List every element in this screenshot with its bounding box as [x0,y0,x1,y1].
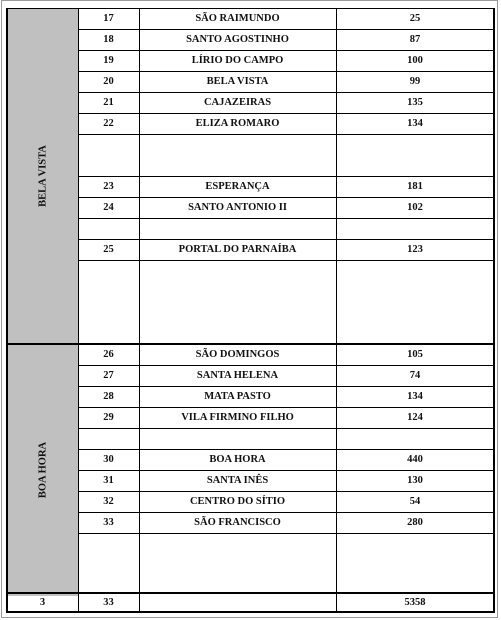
column-divider [139,8,140,613]
row-number [78,134,139,155]
locality-name: SÃO FRANCISCO [194,517,281,528]
row-divider [78,449,494,450]
locality-name [139,260,336,281]
row-number: 22 [103,118,114,129]
region-label: BOA HORA [37,441,48,499]
locality-name: SANTA INÊS [206,475,269,486]
locality-name: SÃO RAIMUNDO [195,13,280,24]
locality-name: PORTAL DO PARNAÍBA [178,244,297,255]
total-regions: 3 [39,597,46,608]
locality-value: 100 [407,55,423,66]
totals-divider [7,592,494,594]
row-number: 24 [103,202,114,213]
row-number: 29 [103,412,114,423]
locality-name: ESPERANÇA [205,181,270,192]
row-number [78,533,139,554]
total-value: 5358 [404,597,426,608]
row-divider [78,386,494,387]
locality-value: 87 [409,34,421,45]
locality-value: 25 [409,13,421,24]
locality-value: 181 [407,181,423,192]
row-number: 32 [103,496,114,507]
row-number: 26 [103,349,114,360]
column-divider [493,8,495,613]
row-number: 19 [103,55,114,66]
region-label: BELA VISTA [37,145,48,207]
row-number: 28 [103,391,114,402]
locality-value: 130 [407,475,423,486]
locality-value: 74 [409,370,421,381]
table-top-border [7,8,494,9]
row-divider [78,71,494,72]
locality-value: 134 [407,118,423,129]
locality-value: 134 [407,391,423,402]
locality-name: SANTO ANTONIO II [188,202,287,213]
row-divider [78,428,494,429]
row-number [78,218,139,239]
locality-name: BOA HORA [209,454,266,465]
row-divider [78,50,494,51]
locality-name: SANTO AGOSTINHO [186,34,289,45]
row-number [78,260,139,281]
column-divider [78,8,79,613]
locality-value [336,134,494,155]
table-bottom-border [7,611,494,613]
region-cell [7,344,78,596]
row-divider [78,176,494,177]
row-divider [78,113,494,114]
locality-value [336,533,494,554]
locality-name: ELIZA ROMARO [195,118,280,129]
row-divider [78,512,494,513]
locality-value: 102 [407,202,423,213]
locality-name: VILA FIRMINO FILHO [181,412,294,423]
row-number: 31 [103,475,114,486]
row-divider [78,197,494,198]
total-number: 33 [103,597,114,608]
locality-name: CAJAZEIRAS [203,97,272,108]
locality-name: BELA VISTA [206,76,269,87]
row-number [78,428,139,449]
row-divider [78,92,494,93]
row-number: 33 [103,517,114,528]
locality-value: 440 [407,454,423,465]
locality-value: 105 [407,349,423,360]
row-divider [78,218,494,219]
row-divider [78,365,494,366]
locality-value [336,260,494,281]
locality-name [139,428,336,449]
row-number: 20 [103,76,114,87]
locality-value: 280 [407,517,423,528]
row-number: 21 [103,97,114,108]
row-divider [78,407,494,408]
row-number: 27 [103,370,114,381]
row-number: 23 [103,181,114,192]
column-divider [6,8,8,613]
locality-name: SANTA HELENA [196,370,279,381]
locality-value [336,218,494,239]
locality-name [139,533,336,554]
row-number: 17 [103,13,114,24]
row-divider [78,29,494,30]
total-name [139,593,336,612]
row-divider [7,343,494,345]
column-divider [336,8,337,613]
row-divider [78,491,494,492]
locality-name: SÃO DOMINGOS [195,349,280,360]
region-cell [7,8,78,344]
locality-value: 54 [409,496,421,507]
locality-name [139,218,336,239]
locality-value: 124 [407,412,423,423]
locality-name: LÍRIO DO CAMPO [191,55,284,66]
row-number: 30 [103,454,114,465]
row-divider [78,260,494,261]
row-number: 25 [103,244,114,255]
locality-value: 135 [407,97,423,108]
row-number: 18 [103,34,114,45]
locality-name: MATA PASTO [204,391,271,402]
row-divider [78,134,494,135]
row-divider [78,533,494,534]
locality-value [336,428,494,449]
locality-value: 99 [409,76,421,87]
locality-name: CENTRO DO SÍTIO [189,496,286,507]
locality-value: 123 [407,244,423,255]
row-divider [78,239,494,240]
row-divider [78,470,494,471]
locality-name [139,134,336,155]
